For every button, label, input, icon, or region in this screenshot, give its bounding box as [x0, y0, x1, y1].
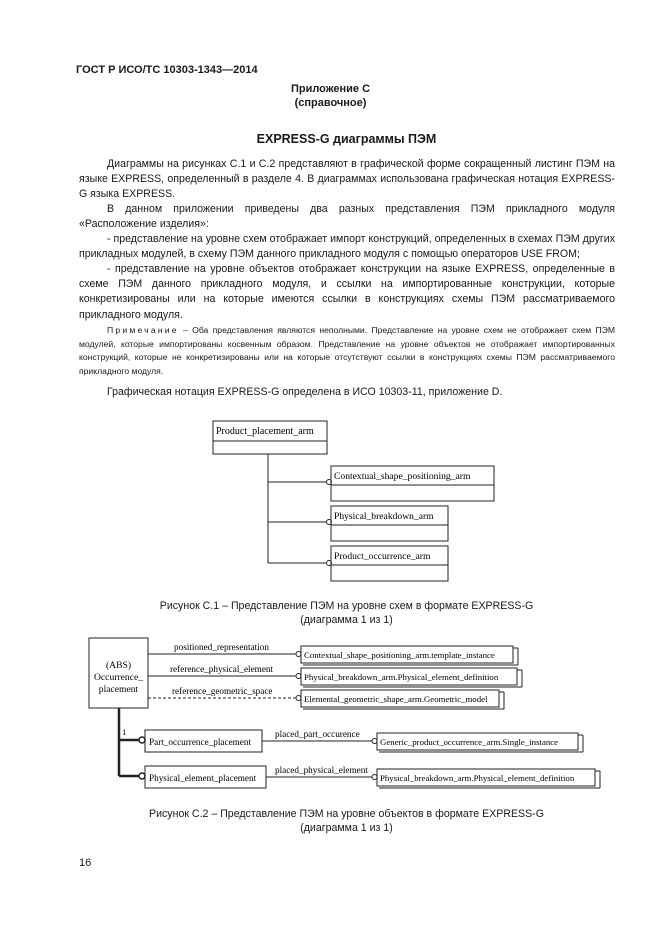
- subtype-target-label: Physical_breakdown_arm.Physical_element_definition: [380, 773, 575, 783]
- figure-c2-caption: Рисунок С.2 – Представление ПЭМ на уровне объектов в формате EXPRESS-G: [149, 808, 544, 820]
- subtype-target-label: Generic_product_occurrence_arm.Single_instance: [380, 737, 559, 747]
- document-header: ГОСТ Р ИСО/ТС 10303-1343—2014: [76, 64, 258, 76]
- figure-c2-diagram: [0, 630, 661, 800]
- subtype-label: Physical_element_placement: [149, 773, 257, 783]
- notation-reference: Графическая нотация EXPRESS-G определена в ИСО 10303-11, приложение D.: [107, 386, 503, 398]
- attribute-label: reference_physical_element: [170, 664, 274, 674]
- figure-c2-caption-sub: (диаграмма 1 из 1): [300, 822, 393, 834]
- paragraph-intro: Диаграммы на рисунках С.1 и С.2 представляют в графической форме сокращенный листинг ПЭМ на языке EXPRESS, определенный в разделе 4. В диаграммах использована графическая нотация EXPRESS-G языка EXPRESS.: [79, 158, 615, 201]
- abstract-entity-line: (ABS): [105, 660, 132, 671]
- subtype-attribute-label: placed_physical_element: [275, 765, 368, 775]
- annex-kind: (справочное): [294, 97, 367, 109]
- abstract-entity-line: placement: [98, 684, 139, 695]
- annex-title: Приложение С: [290, 83, 371, 95]
- attribute-target-label: Elemental_geometric_shape_arm.Geometric_model: [304, 694, 488, 704]
- schema-imported-label: Contextual_shape_positioning_arm: [334, 471, 471, 482]
- section-title: EXPRESS-G диаграммы ПЭМ: [256, 132, 437, 146]
- note-text: – Оба представления являются неполными. Представление на уровне схем не отображает схем ПЭМ модулей, которые импортированы косвенным образом. Представление на уровне объектов не отображает импортированных конструкций, которые не конкретизированы или на которые отсутствуют ссылки в конструкциях схемы ПЭМ рассматриваемого прикладного модуля.: [79, 325, 615, 376]
- attribute-target-label: Physical_breakdown_arm.Physical_element_definition: [304, 672, 499, 682]
- schema-imported-label: Physical_breakdown_arm: [334, 511, 434, 522]
- schema-main-label: Product_placement_arm: [216, 426, 314, 437]
- subtype-attribute-label: placed_part_occurence: [275, 729, 360, 739]
- attribute-label: positioned_representation: [174, 642, 269, 652]
- subtype-count: 1: [122, 727, 127, 737]
- paragraph-schema-level: - представление на уровне схем отображает импорт конструкций, определенных в схемах ПЭМ других прикладных модулей, в схему ПЭМ данного прикладного модуля с помощью операторов USE FROM;: [79, 233, 615, 261]
- page-number: 16: [79, 857, 92, 869]
- abstract-entity-line: Occurrence_: [94, 672, 143, 683]
- figure-c1-caption-sub: (диаграмма 1 из 1): [300, 614, 393, 626]
- attribute-target-label: Contextual_shape_positioning_arm.template_instance: [304, 650, 495, 660]
- schema-imported-label: Product_occurrence_arm: [334, 551, 431, 562]
- paragraph-entity-level: - представление на уровне объектов отображает конструкции на языке EXPRESS, определенные в схеме ПЭМ данного прикладного модуля, и ссылки на импортированные конструкции, которые конкретизированы или на которые имеются ссылки в конструкциях схемы ПЭМ рассматриваемого прикладного модуля.: [79, 263, 615, 321]
- attribute-label: reference_geometric_space: [172, 686, 273, 696]
- subtype-label: Part_occurrence_placement: [149, 737, 252, 747]
- figure-c1-caption: Рисунок С.1 – Представление ПЭМ на уровне схем в формате EXPRESS-G: [159, 600, 534, 612]
- paragraph-representations: В данном приложении приведены два разных представления ПЭМ прикладного модуля «Расположение изделия»:: [79, 203, 615, 231]
- note-label: Примечание: [107, 325, 179, 335]
